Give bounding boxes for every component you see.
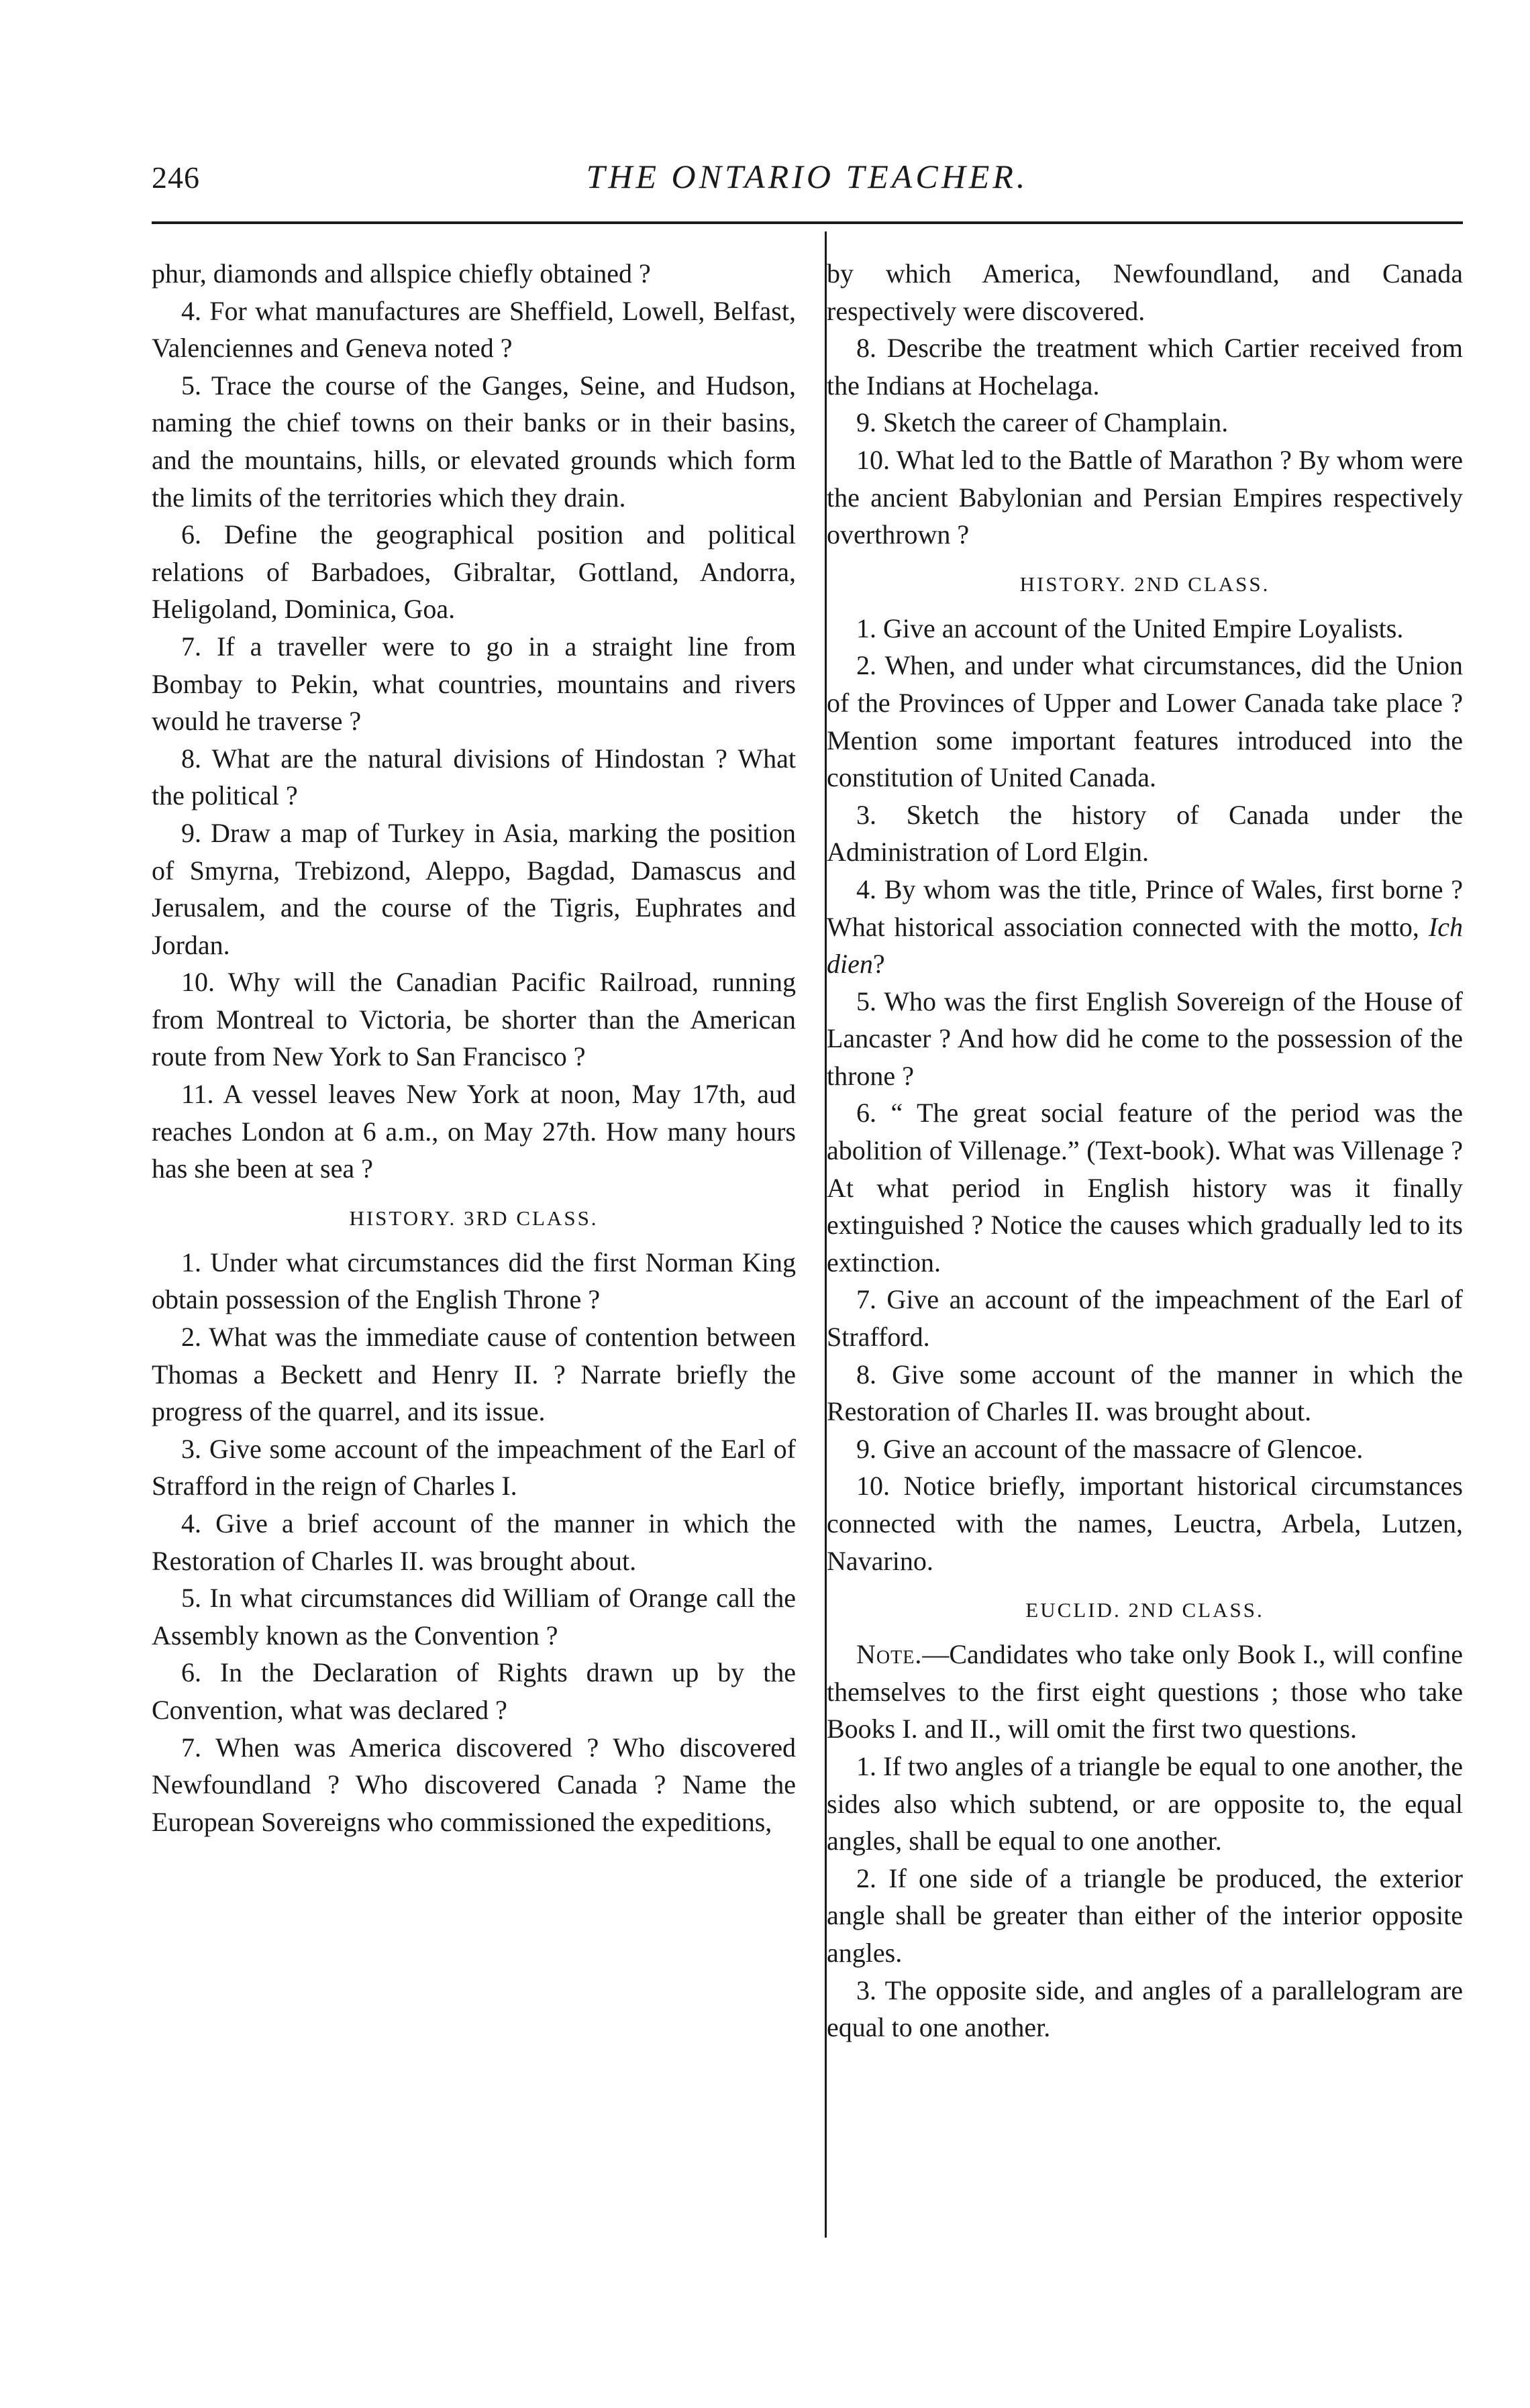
question: 9. Sketch the career of Champlain.	[856, 407, 1229, 438]
motto: Ich dien	[827, 911, 1463, 980]
running-title: THE ONTARIO TEACHER.	[586, 158, 1029, 195]
question: 4. Give a brief account of the manner in which the Restoration of Charles II. was brought about.	[152, 1508, 796, 1576]
question: 4. For what manufactures are Sheffield, Lowell, Belfast, Valenciennes and Geneva noted ?	[152, 295, 796, 364]
question: 8. Describe the treatment which Cartier received from the Indians at Hochelaga.	[827, 333, 1463, 401]
question: 10. Why will the Canadian Pacific Railroad, running from Montreal to Victoria, be shorter than the American route from New York to San Francisco ?	[152, 967, 796, 1072]
note	[827, 1636, 1463, 1748]
note-label: Note.	[856, 1639, 923, 1670]
question: 5. In what circumstances did William of Orange call the Assembly known as the Convention ?	[152, 1583, 796, 1651]
paragraph: by which America, Newfoundland, and Canada respectively were discovered.	[827, 258, 1463, 326]
question: 2. When, and under what circumstances, did the Union of the Provinces of Upper and Lower Canada take place ? Mention some important features introduced into the constitution of United Canada.	[827, 650, 1463, 793]
question	[827, 871, 1463, 983]
section-heading-euclid: EUCLID. 2ND CLASS.	[1025, 1598, 1264, 1622]
question: 5. Trace the course of the Ganges, Seine, and Hudson, naming the chief towns on their banks or in their basins, and the mountains, hills, or elevated grounds which form the limits of the territories which they drain.	[152, 370, 796, 513]
question: 3. The opposite side, and angles of a parallelogram are equal to one another.	[827, 1975, 1463, 2043]
question: 6. Define the geographical position and political relations of Barbadoes, Gibraltar, Gottland, Andorra, Heligoland, Dominica, Goa.	[152, 519, 796, 625]
question: 2. What was the immediate cause of contention between Thomas a Beckett and Henry II. ? Narrate briefly the progress of the quarrel, and its issue.	[152, 1322, 796, 1427]
question: 3. Sketch the history of Canada under the Administration of Lord Elgin.	[827, 799, 1463, 868]
question-mark: ?	[872, 949, 885, 980]
question: 1. Give an account of the United Empire Loyalists.	[856, 613, 1404, 643]
page-header	[152, 152, 1463, 205]
section-heading-history-3rd: HISTORY. 3RD CLASS.	[349, 1206, 599, 1230]
question: 8. What are the natural divisions of Hindostan ? What the political ?	[152, 743, 796, 811]
question: 7. When was America discovered ? Who discovered Newfoundland ? Who discovered Canada ? Name the European Sovereigns who commissioned the expeditions,	[152, 1732, 796, 1837]
question: 6. In the Declaration of Rights drawn up by the Convention, what was declared ?	[152, 1657, 796, 1725]
page-number: 246	[152, 160, 200, 195]
question: 3. Give some account of the impeachment of the Earl of Strafford in the reign of Charles I.	[152, 1433, 796, 1502]
right-column	[827, 255, 1463, 2046]
header-rule	[152, 221, 1463, 224]
question: 5. Who was the first English Sovereign of the House of Lancaster ? And how did he come to the possession of the throne ?	[827, 986, 1463, 1091]
question: 7. Give an account of the impeachment of the Earl of Strafford.	[827, 1284, 1463, 1353]
question: 10. What led to the Battle of Marathon ? By whom were the ancient Babylonian and Persian Empires respectively overthrown ?	[827, 444, 1463, 550]
question: 10. Notice briefly, important historical circumstances connected with the names, Leuctra, Arbela, Lutzen, Navarino.	[827, 1471, 1463, 1576]
question: 8. Give some account of the manner in which the Restoration of Charles II. was brought about.	[827, 1359, 1463, 1427]
left-column	[152, 255, 796, 1840]
note-text: —Candidates who take only Book I., will confine themselves to the first eight questions ; those who take Books I. and II., will omit the first two questions.	[827, 1639, 1463, 1744]
paragraph: phur, diamonds and allspice chiefly obtained ?	[152, 258, 651, 289]
section-heading-history-2nd: HISTORY. 2ND CLASS.	[1019, 572, 1270, 596]
question: 1. Under what circumstances did the first Norman King obtain possession of the English Throne ?	[152, 1247, 796, 1315]
question: 2. If one side of a triangle be produced, the exterior angle shall be greater than either of the interior opposite angles.	[827, 1863, 1463, 1968]
question: 7. If a traveller were to go in a straight line from Bombay to Pekin, what countries, mountains and rivers would he traverse ?	[152, 631, 796, 737]
question-text: 4. By whom was the title, Prince of Wales, first borne ? What historical association connected with the motto,	[827, 874, 1463, 942]
question: 6. “ The great social feature of the period was the abolition of Villenage.” (Text-book). What was Villenage ? At what period in English history was it finally extinguished ? Notice the causes which gradually led to its extinction.	[827, 1098, 1463, 1277]
question: 9. Give an account of the massacre of Glencoe.	[856, 1433, 1364, 1464]
question: 1. If two angles of a triangle be equal to one another, the sides also which subtend, or are opposite to, the equal angles, shall be equal to one another.	[827, 1750, 1463, 1856]
question: 9. Draw a map of Turkey in Asia, marking the position of Smyrna, Trebizond, Aleppo, Bagdad, Damascus and Jerusalem, and the course of the Tigris, Euphrates and Jordan.	[152, 817, 796, 960]
question: 11. A vessel leaves New York at noon, May 17th, aud reaches London at 6 a.m., on May 27th. How many hours has she been at sea ?	[152, 1079, 796, 1184]
